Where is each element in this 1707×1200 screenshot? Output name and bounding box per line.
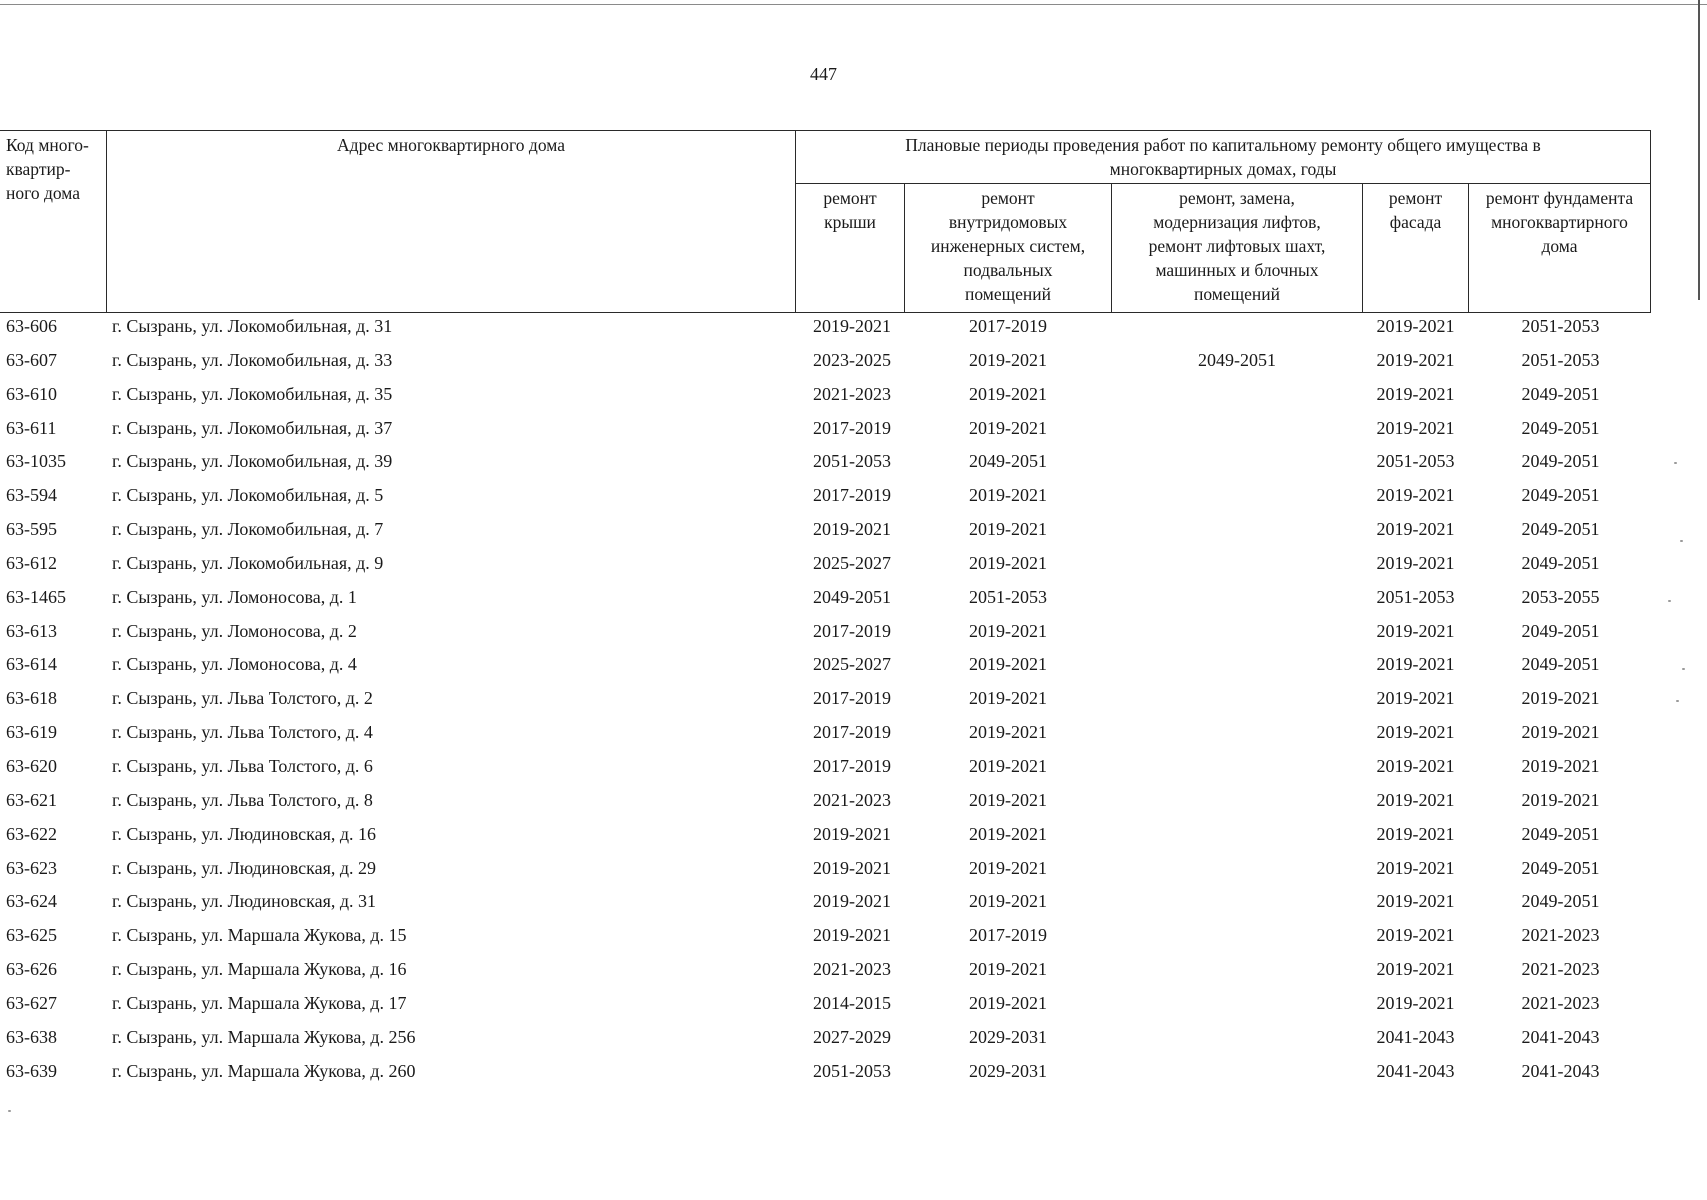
row-foundation-period: 2019-2021 bbox=[1521, 688, 1600, 709]
row-facade-period: 2041-2043 bbox=[1376, 1060, 1455, 1081]
scan-speck bbox=[1682, 668, 1685, 670]
row-systems-period: 2019-2021 bbox=[969, 959, 1047, 980]
table-row bbox=[0, 414, 1660, 448]
table-row bbox=[0, 617, 1660, 651]
row-address: г. Сызрань, ул. Локомобильная, д. 39 bbox=[112, 451, 393, 472]
row-address: г. Сызрань, ул. Ломоносова, д. 2 bbox=[112, 620, 357, 641]
row-roof-period: 2027-2029 bbox=[813, 1026, 891, 1047]
row-systems-period: 2019-2021 bbox=[969, 755, 1047, 776]
row-roof-period: 2017-2019 bbox=[813, 688, 891, 709]
row-foundation-period: 2049-2051 bbox=[1521, 519, 1600, 540]
row-roof-period: 2025-2027 bbox=[813, 552, 891, 573]
table-border bbox=[106, 130, 107, 312]
row-code: 63-612 bbox=[6, 552, 57, 573]
table-border bbox=[1650, 130, 1651, 312]
row-lifts-period: 2049-2051 bbox=[1198, 349, 1276, 370]
scan-speck bbox=[1668, 600, 1671, 602]
table-row bbox=[0, 684, 1660, 718]
row-code: 63-619 bbox=[6, 722, 57, 743]
row-address: г. Сызрань, ул. Маршала Жукова, д. 17 bbox=[112, 992, 407, 1013]
row-foundation-period: 2021-2023 bbox=[1521, 992, 1600, 1013]
table-row bbox=[0, 820, 1660, 854]
header-roof: ремонт крыши bbox=[823, 188, 877, 232]
row-foundation-period: 2021-2023 bbox=[1521, 925, 1600, 946]
table-row bbox=[0, 786, 1660, 820]
row-systems-period: 2019-2021 bbox=[969, 417, 1047, 438]
row-facade-period: 2019-2021 bbox=[1376, 519, 1455, 540]
row-facade-period: 2019-2021 bbox=[1376, 349, 1455, 370]
row-code: 63-623 bbox=[6, 857, 57, 878]
row-address: г. Сызрань, ул. Ломоносова, д. 4 bbox=[112, 654, 357, 675]
row-address: г. Сызрань, ул. Локомобильная, д. 5 bbox=[112, 485, 384, 506]
row-address: г. Сызрань, ул. Локомобильная, д. 33 bbox=[112, 349, 393, 370]
row-foundation-period: 2049-2051 bbox=[1521, 417, 1600, 438]
header-address: Адрес многоквартирного дома bbox=[337, 135, 565, 155]
row-roof-period: 2019-2021 bbox=[813, 857, 891, 878]
row-address: г. Сызрань, ул. Маршала Жукова, д. 260 bbox=[112, 1060, 416, 1081]
row-roof-period: 2021-2023 bbox=[813, 959, 891, 980]
row-address: г. Сызрань, ул. Льва Толстого, д. 4 bbox=[112, 722, 373, 743]
row-address: г. Сызрань, ул. Локомобильная, д. 7 bbox=[112, 519, 384, 540]
row-foundation-period: 2019-2021 bbox=[1521, 755, 1600, 776]
row-roof-period: 2017-2019 bbox=[813, 620, 891, 641]
row-roof-period: 2017-2019 bbox=[813, 485, 891, 506]
row-code: 63-624 bbox=[6, 891, 57, 912]
row-address: г. Сызрань, ул. Льва Толстого, д. 2 bbox=[112, 688, 373, 709]
row-foundation-period: 2041-2043 bbox=[1521, 1060, 1600, 1081]
row-foundation-period: 2049-2051 bbox=[1521, 552, 1600, 573]
row-roof-period: 2049-2051 bbox=[813, 586, 891, 607]
row-systems-period: 2019-2021 bbox=[969, 722, 1047, 743]
row-roof-period: 2021-2023 bbox=[813, 383, 891, 404]
table-row bbox=[0, 447, 1660, 481]
row-address: г. Сызрань, ул. Маршала Жукова, д. 15 bbox=[112, 925, 407, 946]
table-body bbox=[0, 312, 1660, 1090]
row-foundation-period: 2021-2023 bbox=[1521, 959, 1600, 980]
table-row bbox=[0, 549, 1660, 583]
row-systems-period: 2019-2021 bbox=[969, 552, 1047, 573]
row-facade-period: 2019-2021 bbox=[1376, 959, 1455, 980]
row-foundation-period: 2049-2051 bbox=[1521, 857, 1600, 878]
row-roof-period: 2021-2023 bbox=[813, 789, 891, 810]
table-row bbox=[0, 1057, 1660, 1091]
row-facade-period: 2019-2021 bbox=[1376, 823, 1455, 844]
scan-speck bbox=[8, 1110, 11, 1112]
table-row bbox=[0, 921, 1660, 955]
row-address: г. Сызрань, ул. Льва Толстого, д. 6 bbox=[112, 755, 373, 776]
table-row bbox=[0, 312, 1660, 346]
row-roof-period: 2019-2021 bbox=[813, 925, 891, 946]
scan-edge-line bbox=[0, 4, 1707, 5]
row-facade-period: 2019-2021 bbox=[1376, 891, 1455, 912]
table-row bbox=[0, 380, 1660, 414]
header-foundation: ремонт фундамента многоквартирного дома bbox=[1485, 188, 1634, 256]
row-address: г. Сызрань, ул. Ломоносова, д. 1 bbox=[112, 586, 357, 607]
row-facade-period: 2019-2021 bbox=[1376, 789, 1455, 810]
row-roof-period: 2051-2053 bbox=[813, 451, 891, 472]
row-code: 63-627 bbox=[6, 992, 57, 1013]
row-code: 63-594 bbox=[6, 485, 57, 506]
row-facade-period: 2041-2043 bbox=[1376, 1026, 1455, 1047]
row-address: г. Сызрань, ул. Локомобильная, д. 31 bbox=[112, 316, 393, 336]
row-systems-period: 2019-2021 bbox=[969, 857, 1047, 878]
row-systems-period: 2019-2021 bbox=[969, 789, 1047, 810]
row-code: 63-607 bbox=[6, 349, 57, 370]
row-systems-period: 2019-2021 bbox=[969, 654, 1047, 675]
row-facade-period: 2019-2021 bbox=[1376, 857, 1455, 878]
row-roof-period: 2019-2021 bbox=[813, 891, 891, 912]
row-foundation-period: 2019-2021 bbox=[1521, 789, 1600, 810]
page-number: 447 bbox=[810, 64, 837, 84]
row-systems-period: 2019-2021 bbox=[969, 688, 1047, 709]
row-foundation-period: 2049-2051 bbox=[1521, 451, 1600, 472]
row-code: 63-1465 bbox=[6, 586, 66, 607]
row-foundation-period: 2053-2055 bbox=[1521, 586, 1600, 607]
table-row bbox=[0, 1023, 1660, 1057]
row-foundation-period: 2051-2053 bbox=[1521, 349, 1600, 370]
row-code: 63-639 bbox=[6, 1060, 57, 1081]
row-facade-period: 2019-2021 bbox=[1376, 485, 1455, 506]
row-code: 63-1035 bbox=[6, 451, 66, 472]
row-systems-period: 2029-2031 bbox=[969, 1060, 1047, 1081]
row-foundation-period: 2019-2021 bbox=[1521, 722, 1600, 743]
row-address: г. Сызрань, ул. Маршала Жукова, д. 256 bbox=[112, 1026, 416, 1047]
row-code: 63-611 bbox=[6, 417, 57, 438]
row-roof-period: 2017-2019 bbox=[813, 417, 891, 438]
row-code: 63-618 bbox=[6, 688, 57, 709]
row-roof-period: 2019-2021 bbox=[813, 519, 891, 540]
row-address: г. Сызрань, ул. Людиновская, д. 29 bbox=[112, 857, 377, 878]
header-lifts: ремонт, замена, модернизация лифтов, ремонт лифтовых шахт, машинных и блочных помещений bbox=[1148, 188, 1326, 304]
table-row bbox=[0, 887, 1660, 921]
table-row bbox=[0, 752, 1660, 786]
row-roof-period: 2025-2027 bbox=[813, 654, 891, 675]
row-systems-period: 2029-2031 bbox=[969, 1026, 1047, 1047]
row-facade-period: 2019-2021 bbox=[1376, 688, 1455, 709]
row-facade-period: 2019-2021 bbox=[1376, 722, 1455, 743]
row-code: 63-638 bbox=[6, 1026, 57, 1047]
row-systems-period: 2019-2021 bbox=[969, 992, 1047, 1013]
scan-speck bbox=[1680, 540, 1683, 542]
header-periods: Плановые периоды проведения работ по капитальному ремонту общего имущества в многоквартирных домах, годы bbox=[905, 135, 1541, 179]
row-code: 63-622 bbox=[6, 823, 57, 844]
row-systems-period: 2019-2021 bbox=[969, 620, 1047, 641]
row-facade-period: 2019-2021 bbox=[1376, 654, 1455, 675]
row-roof-period: 2051-2053 bbox=[813, 1060, 891, 1081]
row-facade-period: 2019-2021 bbox=[1376, 316, 1455, 336]
row-code: 63-613 bbox=[6, 620, 57, 641]
scan-speck bbox=[1674, 462, 1677, 464]
scan-edge-line bbox=[1698, 0, 1700, 300]
table-row bbox=[0, 583, 1660, 617]
row-code: 63-620 bbox=[6, 755, 57, 776]
row-facade-period: 2019-2021 bbox=[1376, 992, 1455, 1013]
row-facade-period: 2051-2053 bbox=[1376, 586, 1455, 607]
row-foundation-period: 2049-2051 bbox=[1521, 823, 1600, 844]
table-row bbox=[0, 955, 1660, 989]
row-roof-period: 2017-2019 bbox=[813, 722, 891, 743]
row-code: 63-606 bbox=[6, 316, 57, 336]
header-facade: ремонт фасада bbox=[1388, 188, 1443, 232]
table-border bbox=[795, 183, 1651, 184]
row-address: г. Сызрань, ул. Локомобильная, д. 9 bbox=[112, 552, 384, 573]
table-border bbox=[0, 130, 1651, 131]
row-facade-period: 2019-2021 bbox=[1376, 383, 1455, 404]
scan-speck bbox=[1676, 700, 1679, 702]
row-systems-period: 2019-2021 bbox=[969, 519, 1047, 540]
row-code: 63-621 bbox=[6, 789, 57, 810]
row-systems-period: 2019-2021 bbox=[969, 823, 1047, 844]
row-address: г. Сызрань, ул. Локомобильная, д. 35 bbox=[112, 383, 393, 404]
row-facade-period: 2019-2021 bbox=[1376, 417, 1455, 438]
table-row bbox=[0, 989, 1660, 1023]
row-facade-period: 2019-2021 bbox=[1376, 552, 1455, 573]
row-roof-period: 2019-2021 bbox=[813, 316, 891, 336]
table-row bbox=[0, 718, 1660, 752]
row-systems-period: 2019-2021 bbox=[969, 383, 1047, 404]
row-code: 63-610 bbox=[6, 383, 57, 404]
row-systems-period: 2019-2021 bbox=[969, 891, 1047, 912]
row-roof-period: 2014-2015 bbox=[813, 992, 891, 1013]
row-foundation-period: 2049-2051 bbox=[1521, 891, 1600, 912]
table-row bbox=[0, 650, 1660, 684]
row-code: 63-595 bbox=[6, 519, 57, 540]
row-address: г. Сызрань, ул. Людиновская, д. 31 bbox=[112, 891, 377, 912]
header-code: Код много- квартир- ного дома bbox=[6, 135, 89, 203]
header-systems: ремонт внутридомовых инженерных систем, подвальных помещений bbox=[930, 188, 1086, 304]
row-systems-period: 2049-2051 bbox=[969, 451, 1047, 472]
row-foundation-period: 2041-2043 bbox=[1521, 1026, 1600, 1047]
row-facade-period: 2019-2021 bbox=[1376, 925, 1455, 946]
row-code: 63-625 bbox=[6, 925, 57, 946]
table-row bbox=[0, 481, 1660, 515]
row-foundation-period: 2049-2051 bbox=[1521, 383, 1600, 404]
table-row bbox=[0, 346, 1660, 380]
row-code: 63-614 bbox=[6, 654, 57, 675]
row-address: г. Сызрань, ул. Маршала Жукова, д. 16 bbox=[112, 959, 407, 980]
row-foundation-period: 2051-2053 bbox=[1521, 316, 1600, 336]
row-code: 63-626 bbox=[6, 959, 57, 980]
row-roof-period: 2023-2025 bbox=[813, 349, 891, 370]
row-systems-period: 2019-2021 bbox=[969, 349, 1047, 370]
row-roof-period: 2017-2019 bbox=[813, 755, 891, 776]
table-row bbox=[0, 854, 1660, 888]
row-facade-period: 2019-2021 bbox=[1376, 755, 1455, 776]
row-roof-period: 2019-2021 bbox=[813, 823, 891, 844]
row-facade-period: 2051-2053 bbox=[1376, 451, 1455, 472]
row-systems-period: 2051-2053 bbox=[969, 586, 1047, 607]
row-address: г. Сызрань, ул. Льва Толстого, д. 8 bbox=[112, 789, 373, 810]
row-address: г. Сызрань, ул. Локомобильная, д. 37 bbox=[112, 417, 393, 438]
row-foundation-period: 2049-2051 bbox=[1521, 485, 1600, 506]
row-systems-period: 2017-2019 bbox=[969, 925, 1047, 946]
row-foundation-period: 2049-2051 bbox=[1521, 654, 1600, 675]
row-systems-period: 2019-2021 bbox=[969, 485, 1047, 506]
row-foundation-period: 2049-2051 bbox=[1521, 620, 1600, 641]
row-systems-period: 2017-2019 bbox=[969, 316, 1047, 336]
row-address: г. Сызрань, ул. Людиновская, д. 16 bbox=[112, 823, 377, 844]
row-facade-period: 2019-2021 bbox=[1376, 620, 1455, 641]
table-row bbox=[0, 515, 1660, 549]
